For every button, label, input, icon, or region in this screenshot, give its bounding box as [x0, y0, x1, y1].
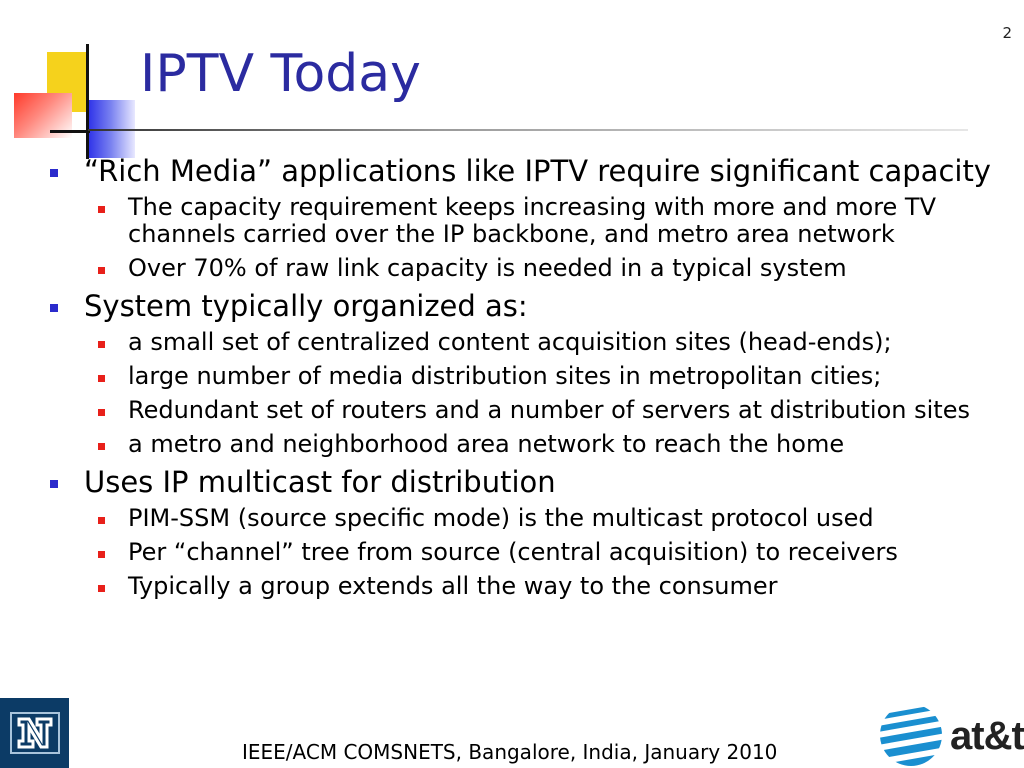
bullet-list	[44, 154, 1004, 607]
footer-text: IEEE/ACM COMSNETS, Bangalore, India, January 2010	[242, 740, 778, 764]
att-logo-text: at&t	[950, 714, 1024, 758]
blue-square-bullet-icon	[50, 480, 58, 488]
sub-bullet-item	[84, 431, 1004, 458]
slide-footer	[0, 698, 1024, 768]
page-number: 2	[1002, 24, 1012, 42]
sub-bullet-item	[84, 363, 1004, 390]
sub-bullet-item	[84, 539, 1004, 566]
sub-bullet-list	[84, 329, 1004, 458]
sub-bullet-text: Per “channel” tree from source (central acquisition) to receivers	[128, 538, 898, 566]
sub-bullet-text: large number of media distribution sites in metropolitan cities;	[128, 362, 882, 390]
bullet-text: “Rich Media” applications like IPTV require significant capacity	[84, 154, 991, 188]
sub-bullet-item	[84, 194, 1004, 248]
sub-bullet-item	[84, 397, 1004, 424]
bullet-item	[44, 465, 1004, 600]
red-square-bullet-icon	[98, 341, 105, 348]
sub-bullet-item	[84, 573, 1004, 600]
sub-bullet-text: Redundant set of routers and a number of servers at distribution sites	[128, 396, 970, 424]
red-square-bullet-icon	[98, 409, 105, 416]
red-square-bullet-icon	[98, 517, 105, 524]
red-square-bullet-icon	[98, 443, 105, 450]
sub-bullet-list	[84, 194, 1004, 282]
sub-bullet-text: a small set of centralized content acquisition sites (head-ends);	[128, 328, 892, 356]
sub-bullet-item	[84, 329, 1004, 356]
red-square-bullet-icon	[98, 375, 105, 382]
red-square-bullet-icon	[98, 551, 105, 558]
bullet-item	[44, 289, 1004, 458]
decor-vertical-line	[86, 44, 89, 159]
sub-bullet-text: a metro and neighborhood area network to reach the home	[128, 430, 845, 458]
red-square-bullet-icon	[98, 267, 105, 274]
sub-bullet-text: Typically a group extends all the way to the consumer	[128, 572, 778, 600]
slide-title: IPTV Today	[140, 44, 421, 104]
blue-square-bullet-icon	[50, 304, 58, 312]
decor-horizontal-line	[50, 130, 90, 133]
n-letter-icon	[9, 711, 61, 755]
blue-square-bullet-icon	[50, 169, 58, 177]
sub-bullet-item	[84, 255, 1004, 282]
sub-bullet-text: PIM-SSM (source specific mode) is the multicast protocol used	[128, 504, 874, 532]
bullet-text: System typically organized as:	[84, 289, 528, 323]
att-globe-icon	[878, 702, 944, 768]
title-underline-rule	[88, 129, 968, 131]
bullet-text: Uses IP multicast for distribution	[84, 465, 556, 499]
sub-bullet-list	[84, 505, 1004, 600]
red-square-bullet-icon	[98, 585, 105, 592]
bullet-item	[44, 154, 1004, 282]
sub-bullet-item	[84, 505, 1004, 532]
sub-bullet-text: The capacity requirement keeps increasing with more and more TV channels carried over the IP backbone, and metro area network	[128, 193, 937, 248]
red-square-bullet-icon	[98, 206, 105, 213]
university-n-logo-icon	[0, 698, 69, 768]
sub-bullet-text: Over 70% of raw link capacity is needed in a typical system	[128, 254, 847, 282]
